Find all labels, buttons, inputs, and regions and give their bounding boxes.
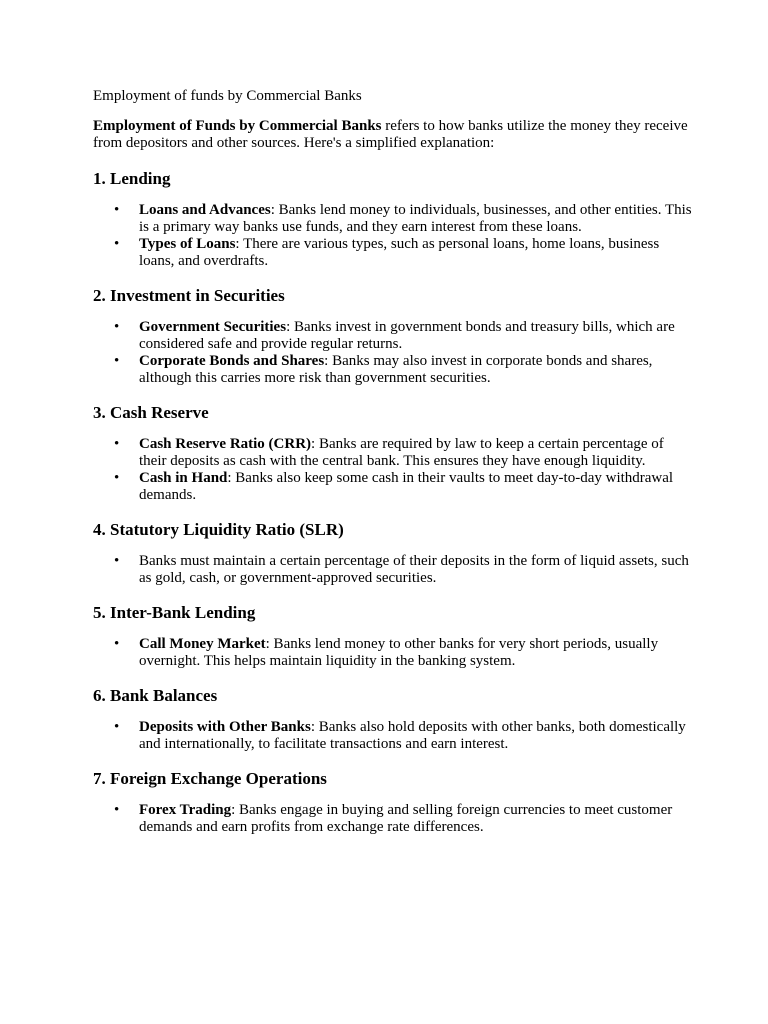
list-item bbox=[93, 236, 693, 270]
section-inter-bank-lending bbox=[93, 602, 693, 670]
document-page bbox=[93, 86, 693, 851]
section-lending bbox=[93, 168, 693, 270]
bullet-list bbox=[93, 802, 693, 836]
list-item bbox=[93, 553, 693, 587]
section-investment-in-securities bbox=[93, 285, 693, 387]
section-heading: 5. Inter-Bank Lending bbox=[93, 603, 256, 622]
section-heading: 7. Foreign Exchange Operations bbox=[93, 769, 327, 788]
bullet-list bbox=[93, 636, 693, 670]
bullet-icon: • bbox=[114, 719, 120, 735]
bullet-icon: • bbox=[114, 436, 120, 452]
item-term: Loans and Advances bbox=[139, 202, 271, 218]
item-term: Cash Reserve Ratio (CRR) bbox=[139, 436, 312, 452]
list-item bbox=[93, 719, 693, 753]
item-text: : Banks engage in buying and selling foreign currencies to meet customer demands and earn profits from exchange rate differences. bbox=[139, 802, 673, 835]
item-term: Call Money Market bbox=[139, 636, 266, 652]
bullet-icon: • bbox=[114, 636, 120, 652]
list-item bbox=[93, 436, 693, 470]
bullet-list bbox=[93, 319, 693, 387]
item-text: : There are various types, such as personal loans, home loans, business loans, and overdrafts. bbox=[139, 236, 660, 269]
bullet-list bbox=[93, 719, 693, 753]
bullet-icon: • bbox=[114, 353, 120, 369]
list-item bbox=[93, 636, 693, 670]
bullet-icon: • bbox=[114, 553, 120, 569]
list-item bbox=[93, 202, 693, 236]
section-cash-reserve bbox=[93, 402, 693, 504]
document-title: Employment of funds by Commercial Banks bbox=[93, 88, 362, 104]
item-term: Deposits with Other Banks bbox=[139, 719, 311, 735]
section-heading: 3. Cash Reserve bbox=[93, 403, 209, 422]
list-item bbox=[93, 353, 693, 387]
section-heading: 2. Investment in Securities bbox=[93, 286, 285, 305]
list-item bbox=[93, 470, 693, 504]
item-text: : Banks may also invest in corporate bonds and shares, although this carries more risk than government securities. bbox=[139, 353, 653, 386]
bullet-icon: • bbox=[114, 202, 120, 218]
item-text: : Banks are required by law to keep a certain percentage of their deposits as cash with the central bank. This ensures they have enough liquidity. bbox=[139, 436, 664, 469]
intro-bold-term: Employment of Funds by Commercial Banks bbox=[93, 118, 382, 134]
bullet-list bbox=[93, 202, 693, 270]
item-text: : Banks lend money to individuals, businesses, and other entities. This is a primary way banks use funds, and they earn interest from these loans. bbox=[139, 202, 692, 235]
bullet-icon: • bbox=[114, 802, 120, 818]
item-term: Government Securities bbox=[139, 319, 287, 335]
bullet-list bbox=[93, 553, 693, 587]
bullet-icon: • bbox=[114, 470, 120, 486]
item-term: Cash in Hand bbox=[139, 470, 228, 486]
item-text: : Banks lend money to other banks for very short periods, usually overnight. This helps maintain liquidity in the banking system. bbox=[139, 636, 659, 669]
section-bank-balances bbox=[93, 685, 693, 753]
item-text: : Banks also keep some cash in their vaults to meet day-to-day withdrawal demands. bbox=[139, 470, 674, 503]
section-heading: 4. Statutory Liquidity Ratio (SLR) bbox=[93, 520, 344, 539]
item-text: : Banks also hold deposits with other banks, both domestically and internationally, to facilitate transactions and earn interest. bbox=[139, 719, 686, 752]
section-foreign-exchange bbox=[93, 768, 693, 836]
intro-paragraph bbox=[93, 118, 693, 152]
section-heading: 6. Bank Balances bbox=[93, 686, 218, 705]
intro-text: refers to how banks utilize the money they receive from depositors and other sources. Here's a simplified explanation: bbox=[93, 118, 688, 151]
list-item bbox=[93, 319, 693, 353]
bullet-list bbox=[93, 436, 693, 504]
bullet-icon: • bbox=[114, 236, 120, 252]
section-slr bbox=[93, 519, 693, 587]
section-heading: 1. Lending bbox=[93, 169, 171, 188]
item-text: Banks must maintain a certain percentage of their deposits in the form of liquid assets, such as gold, cash, or government-approved securities. bbox=[139, 553, 689, 586]
bullet-icon: • bbox=[114, 319, 120, 335]
item-text: : Banks invest in government bonds and treasury bills, which are considered safe and provide regular returns. bbox=[139, 319, 675, 352]
item-term: Forex Trading bbox=[139, 802, 232, 818]
item-term: Corporate Bonds and Shares bbox=[139, 353, 325, 369]
item-term: Types of Loans bbox=[139, 236, 236, 252]
list-item bbox=[93, 802, 693, 836]
